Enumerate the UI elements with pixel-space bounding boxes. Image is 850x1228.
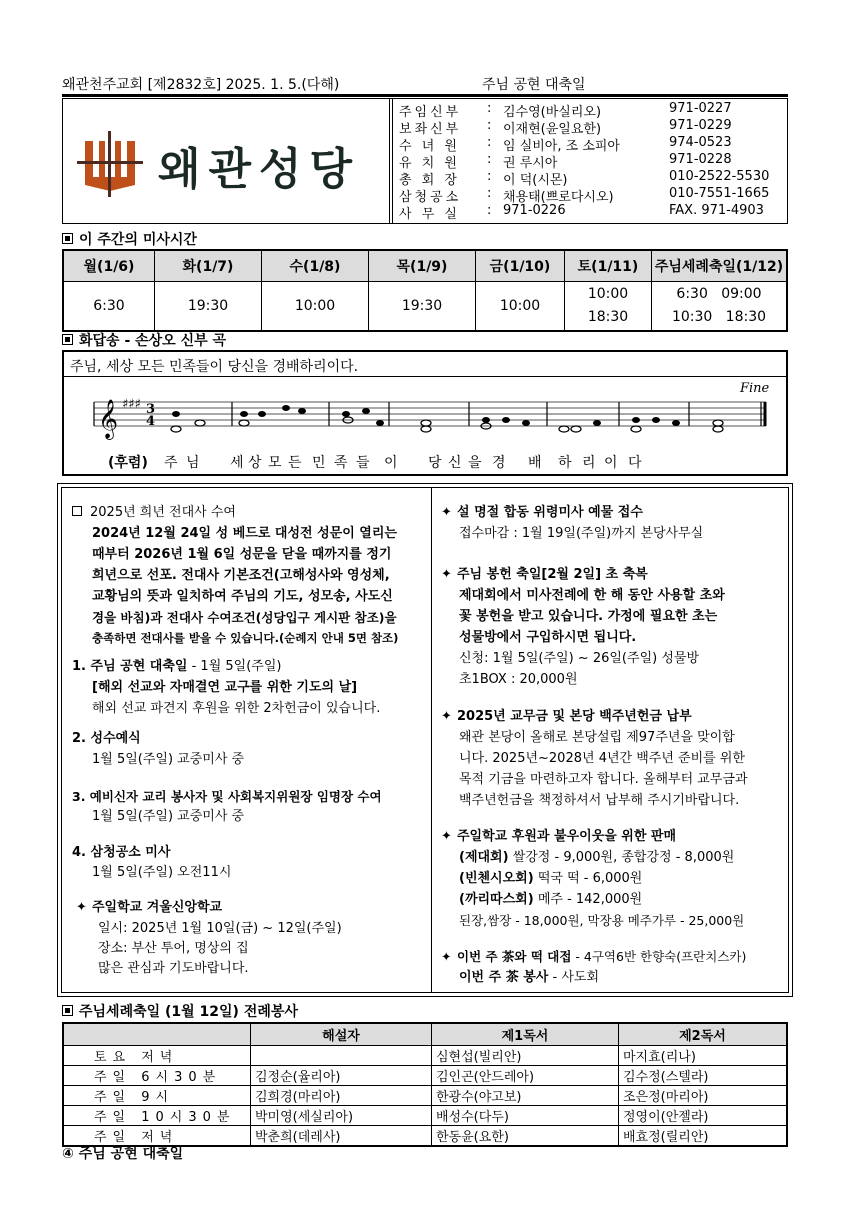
square-bullet-icon bbox=[62, 233, 73, 244]
liturgy-service-table: 해설자 제1독서 제2독서 토요 저녁 심현섭(빌리안) 마지효(리나) 주일 6시30분 김정순(율리아) 김인곤(안드레아) 김수정(스텔라) 주일 9시 김희경(마리아) 한광수(야고보) 조은정(마리아) 주일 10시30분 박미영(세실리아) 배성수(다두) 정영이(안젤라) 주일 저녁 박춘희(데레사) 한동윤(요한) 배효정(릴리안) bbox=[62, 1022, 788, 1147]
cross-logo-icon bbox=[75, 129, 145, 199]
staff-directory: 주임신부 : 김수영(바실리오) 971-0227 보좌신부 : 이재현(윤일요한) 971-0229 수 녀 원 : 임 실비아, 조 소피아 974-0523 유 치 원 : 권 루시아 971-0228 총 회 장 : 이 덕(시몬) 010-2522-5530 삼청공소 : 채용태(쁘로다시오) 010-7551-1665 사 무 실 : 971-0226 FAX. 971-4903 bbox=[392, 99, 788, 223]
notices-box: 2025년 희년 전대사 수여 2024년 12월 24일 성 베드로 대성전 성문이 열리는 때부터 2026년 1월 6일 성문을 닫을 때까지를 정기 희년으로 선포. 전대사 기본조건(고해성사와 영성체, 교황님의 뜻과 일치하여 주님의 기도, 성모송, 사도신 경을 바침)과 전대사 수여조건(성당입구 게시판 참조)을 충족하면 전대사를 받을 수 있습니다.(순례지 안내 5면 참조) 1. 주님 공현 대축일 - 1월 5일(주일) [해외 선교와 자매결연 교구를 위한 기도의 날] 해외 선교 파견지 후원을 위한 2차헌금이 있습니다. 2. 성수예식 1월 5일(주일) 교중미사 중 3. 예비신자 교리 봉사자 및 사회복지위원장 임명장 수여 1월 5일(주일) 교중미사 중 4. 삼청공소 미사 1월 5일(주일) 오전11시 ✦ 주일학교 겨울신앙학교 일시: 2025년 1월 10일(금) ~ 12일(주일) 장소: 부산 투어, 명상의 집 많은 관심과 기도바랍니다. ✦ 설 명절 합동 위령미사 예물 접수 접수마감 : 1월 19일(주일)까지 본당사무실 ✦ 주님 봉헌 축일[2월 2일] 초 축복 제대회에서 미사전례에 한 해 동안 사용할 초와 꽃 봉헌을 받고 있습니다. 가정에 필요한 초는 성물방에서 구입하시면 됩니다. 신청: 1월 5일(주일) ~ 26일(주일) 성물방 초1BOX : 20,000원 ✦ 2025년 교무금 및 본당 백주년헌금 납부 왜관 본당이 올해로 본당설립 제97주년을 맞이합 니다. 2025년~2028년 4년간 백주년 준비를 위한 목적 기금을 마련하고자 합니다. 올해부터 교무금과 백주년헌금을 책정하셔서 납부해 주시기바랍니다. ✦ 주일학교 후원과 불우이웃을 위한 판매 (제대회) 쌀강정 - 9,000원, 종합강정 - 8,000원 (빈첸시오회) 떡국 떡 - 6,000원 (까리따스회) 메주 - 142,000원 된장,쌈장 - 18,000원, 막장용 메주가루 - 25,000원 ✦ 이번 주 茶와 떡 대접 - 4구역6반 한향숙(프란치스카) 이번 주 茶 봉사 - 사도회 bbox=[57, 483, 793, 997]
sale-title: ✦ 주일학교 후원과 불우이웃을 위한 판매 bbox=[441, 826, 676, 847]
fund-title: ✦ 2025년 교무금 및 본당 백주년헌금 납부 bbox=[441, 706, 692, 727]
column-divider bbox=[431, 488, 432, 992]
mass-schedule-title: 이 주간의 미사시간 bbox=[62, 229, 197, 247]
square-bullet-icon bbox=[62, 334, 73, 345]
svg-text:3: 3 bbox=[146, 402, 156, 417]
tea-service-line: ✦ 이번 주 茶와 떡 대접 - 4구역6반 한향숙(프란치스카) bbox=[441, 946, 746, 967]
square-bullet-icon bbox=[62, 1005, 73, 1016]
svg-text:𝄞: 𝄞 bbox=[98, 399, 119, 439]
tea-volunteer-line: 이번 주 茶 봉사 - 사도회 bbox=[459, 970, 600, 985]
page-footer: ④ 주님 공현 대축일 bbox=[62, 1146, 184, 1162]
star-bullet-icon: ✦ bbox=[441, 709, 452, 724]
liturgy-title: 주님세례축일 (1월 12일) 전례봉사 bbox=[62, 1001, 298, 1019]
parish-info-box bbox=[62, 98, 788, 224]
table-row: 주일 저녁 박춘희(데레사) 한동윤(요한) 배효정(릴리안) bbox=[63, 1126, 787, 1147]
star-bullet-icon: ✦ bbox=[441, 505, 452, 520]
svg-text:♯♯♯: ♯♯♯ bbox=[122, 397, 141, 412]
psalm-title: 화답송 - 손상오 신부 곡 bbox=[62, 330, 226, 348]
mass-schedule-table: 월(1/6) 화(1/7) 수(1/8) 목(1/9) 금(1/10) 토(1/11) 주님세례축일(1/12) 6:30 19:30 10:00 19:30 10:00 10:00 18:30 6:30 09:00 10:30 18:30 bbox=[62, 249, 788, 332]
notice-item-1: 1. 주님 공현 대축일 - 1월 5일(주일) bbox=[72, 659, 282, 674]
candle-blessing-title: ✦ 주님 봉헌 축일[2월 2일] 초 축복 bbox=[441, 564, 648, 585]
music-staff-icon bbox=[64, 378, 786, 452]
table-row: 주일 6시30분 김정순(율리아) 김인곤(안드레아) 김수정(스텔라) bbox=[63, 1066, 787, 1086]
issue-info: 왜관천주교회 [제2832호] 2025. 1. 5.(다해) bbox=[62, 77, 340, 93]
winter-camp-title: ✦ 주일학교 겨울신앙학교 bbox=[76, 897, 222, 918]
star-bullet-icon: ✦ bbox=[441, 567, 452, 582]
parish-name: 왜관성당 bbox=[158, 144, 361, 195]
feast-title: 주님 공현 대축일 bbox=[482, 77, 586, 93]
star-bullet-icon: ✦ bbox=[441, 829, 452, 844]
refrain-text: 주님, 세상 모든 민족들이 당신을 경배하리이다. bbox=[70, 359, 359, 375]
notice-item-2: 2. 성수예식 bbox=[72, 731, 141, 746]
memorial-mass-title: ✦ 설 명절 합동 위령미사 예물 접수 bbox=[441, 502, 643, 523]
table-row: 토요 저녁 심현섭(빌리안) 마지효(리나) bbox=[63, 1046, 787, 1066]
table-row: 주일 10시30분 박미영(세실리아) 배성수(다두) 정영이(안젤라) bbox=[63, 1106, 787, 1126]
notice-item-3: 3. 예비신자 교리 봉사자 및 사회복지위원장 임명장 수여 bbox=[72, 789, 382, 804]
star-bullet-icon: ✦ bbox=[76, 900, 87, 915]
refrain-label: (후렴) bbox=[108, 455, 148, 471]
table-row: 주일 9시 김희경(마리아) 한광수(야고보) 조은정(마리아) bbox=[63, 1086, 787, 1106]
bulletin-header bbox=[62, 74, 788, 96]
parish-logo bbox=[63, 99, 390, 223]
header-rule bbox=[62, 96, 788, 97]
svg-text:Fine: Fine bbox=[740, 381, 770, 396]
psalm-box bbox=[62, 350, 788, 476]
jubilee-title: 2025년 희년 전대사 수여 bbox=[72, 502, 236, 523]
notice-item-4: 4. 삼청공소 미사 bbox=[72, 845, 171, 860]
psalm-lyrics: (후렴) 주 님 세 상 모 든 민 족 들 이 당 신 을 경 배 하 리 이 다 bbox=[108, 455, 642, 471]
svg-text:4: 4 bbox=[146, 414, 156, 429]
star-bullet-icon: ✦ bbox=[441, 949, 452, 964]
